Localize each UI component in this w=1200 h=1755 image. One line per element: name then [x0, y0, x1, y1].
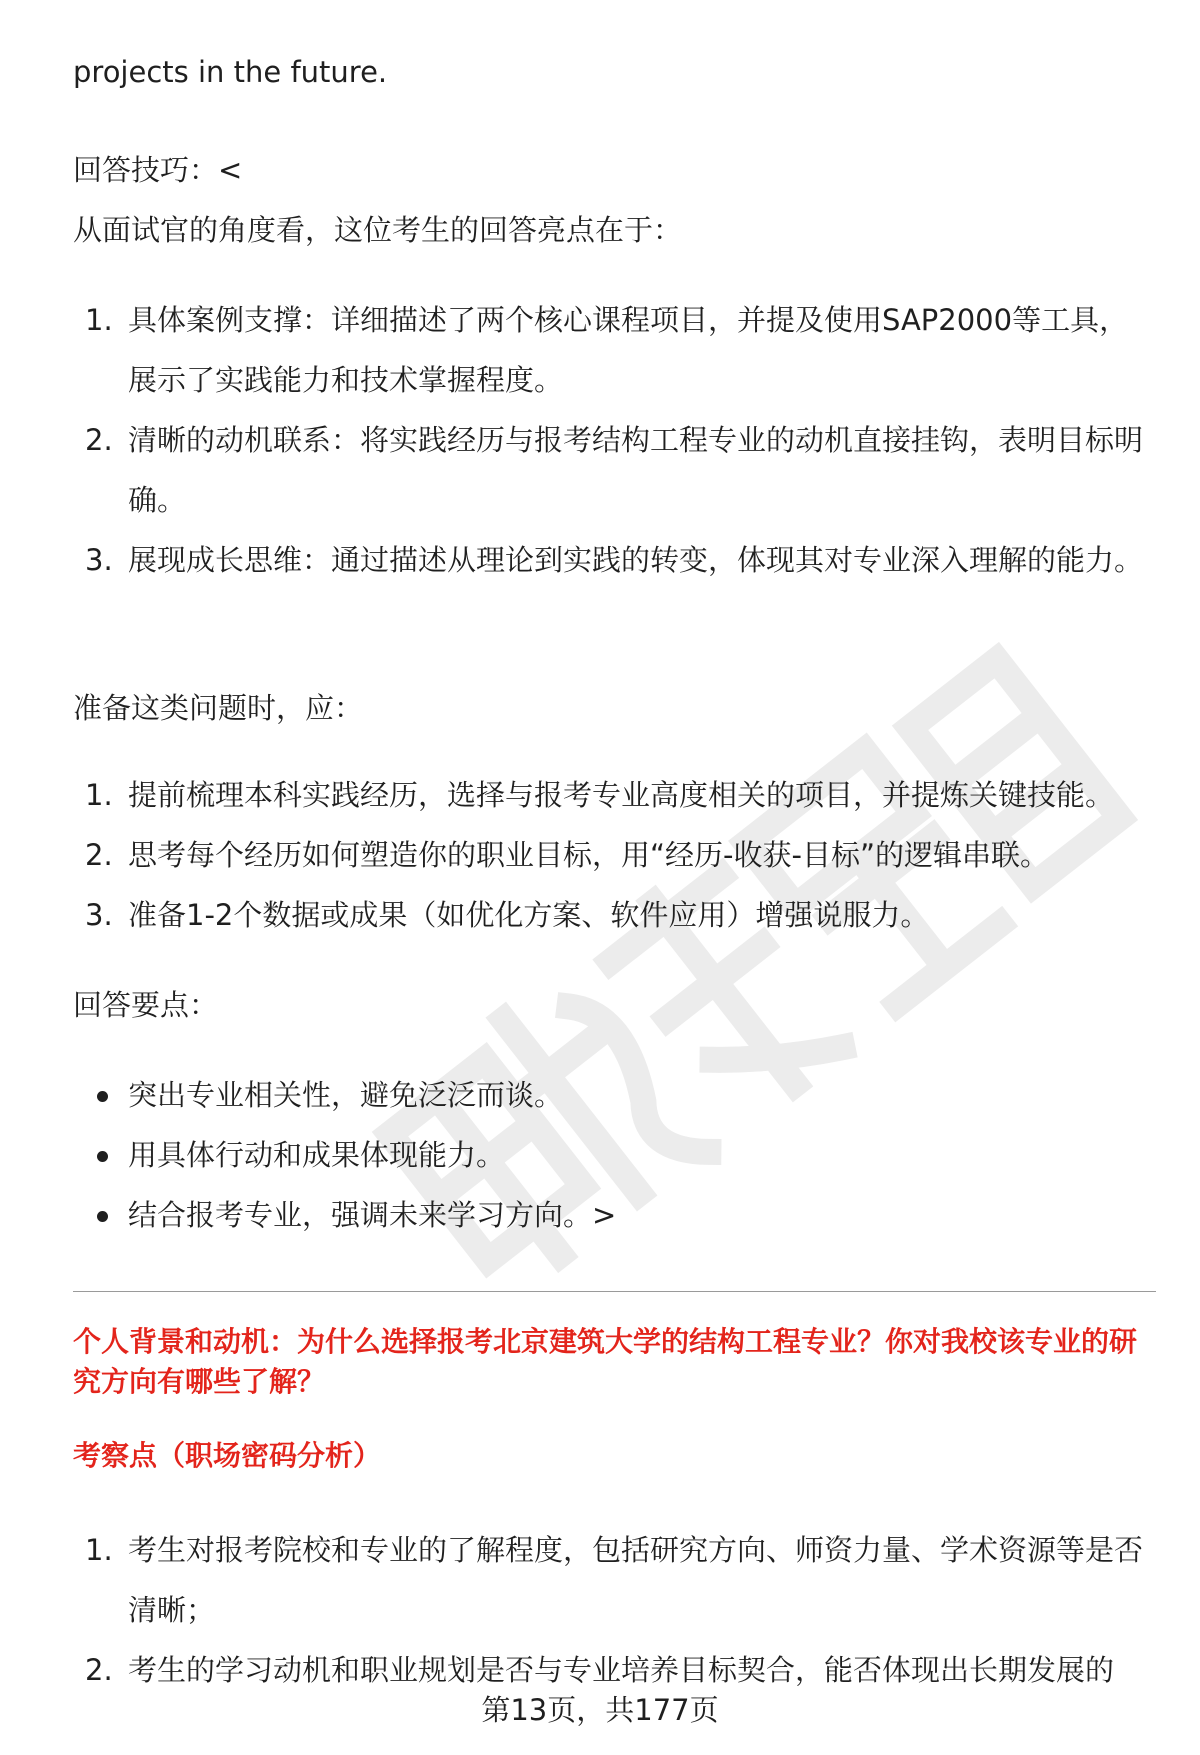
list-item-text: 展现成长思维：通过描述从理论到实践的转变，体现其对专业深入理解的能力。 — [128, 543, 1144, 577]
tips-lead: 从面试官的角度看，这位考生的回答亮点在于： — [73, 213, 683, 247]
list-marker: 3. — [85, 898, 113, 932]
list-item-text: 突出专业相关性，避免泛泛而谈。 — [128, 1078, 564, 1112]
bullet-icon — [97, 1211, 108, 1222]
list-item-text: 清晰的动机联系：将实践经历与报考结构工程专业的动机直接挂钩，表明目标明确。 — [128, 423, 1144, 517]
tips-label: 回答技巧：< — [73, 153, 243, 187]
list-item-text: 思考每个经历如何塑造你的职业目标，用“经历-收获-目标”的逻辑串联。 — [128, 838, 1049, 872]
question-title: 个人背景和动机：为什么选择报考北京建筑大学的结构工程专业？你对我校该专业的研究方向有哪些了解？ — [73, 1325, 1138, 1398]
list-marker: 3. — [85, 543, 113, 577]
list-item-text: 考生的学习动机和职业规划是否与专业培养目标契合，能否体现出长期发展的 — [128, 1653, 1115, 1687]
prepare-heading: 准备这类问题时，应： — [73, 691, 364, 725]
list-item-text: 结合报考专业，强调未来学习方向。> — [128, 1198, 617, 1232]
list-marker: 1. — [85, 303, 113, 337]
bullet-icon — [97, 1091, 108, 1102]
list-item-text: 具体案例支撑：详细描述了两个核心课程项目，并提及使用SAP2000等工具，展示了实践能力和技术掌握程度。 — [128, 303, 1129, 397]
intro-tail-text: projects in the future. — [73, 55, 388, 89]
list-item-text: 准备1-2个数据或成果（如优化方案、软件应用）增强说服力。 — [128, 898, 930, 932]
list-marker: 1. — [85, 1533, 113, 1567]
page-indicator: 第13页，共177页 — [481, 1693, 719, 1727]
key-points-heading: 回答要点： — [73, 988, 219, 1022]
list-marker: 1. — [85, 778, 113, 812]
list-marker: 2. — [85, 1653, 113, 1687]
bullet-icon — [97, 1151, 108, 1162]
section-divider — [73, 1291, 1156, 1292]
list-item-text: 用具体行动和成果体现能力。 — [128, 1138, 506, 1172]
list-marker: 2. — [85, 838, 113, 872]
list-marker: 2. — [85, 423, 113, 457]
list-item-text: 提前梳理本科实践经历，选择与报考专业高度相关的项目，并提炼关键技能。 — [128, 778, 1115, 812]
list-item-text: 考生对报考院校和专业的了解程度，包括研究方向、师资力量、学术资源等是否清晰； — [128, 1533, 1144, 1627]
list-item — [73, 1650, 1153, 1690]
analysis-subheading: 考察点（职场密码分析） — [73, 1439, 382, 1472]
